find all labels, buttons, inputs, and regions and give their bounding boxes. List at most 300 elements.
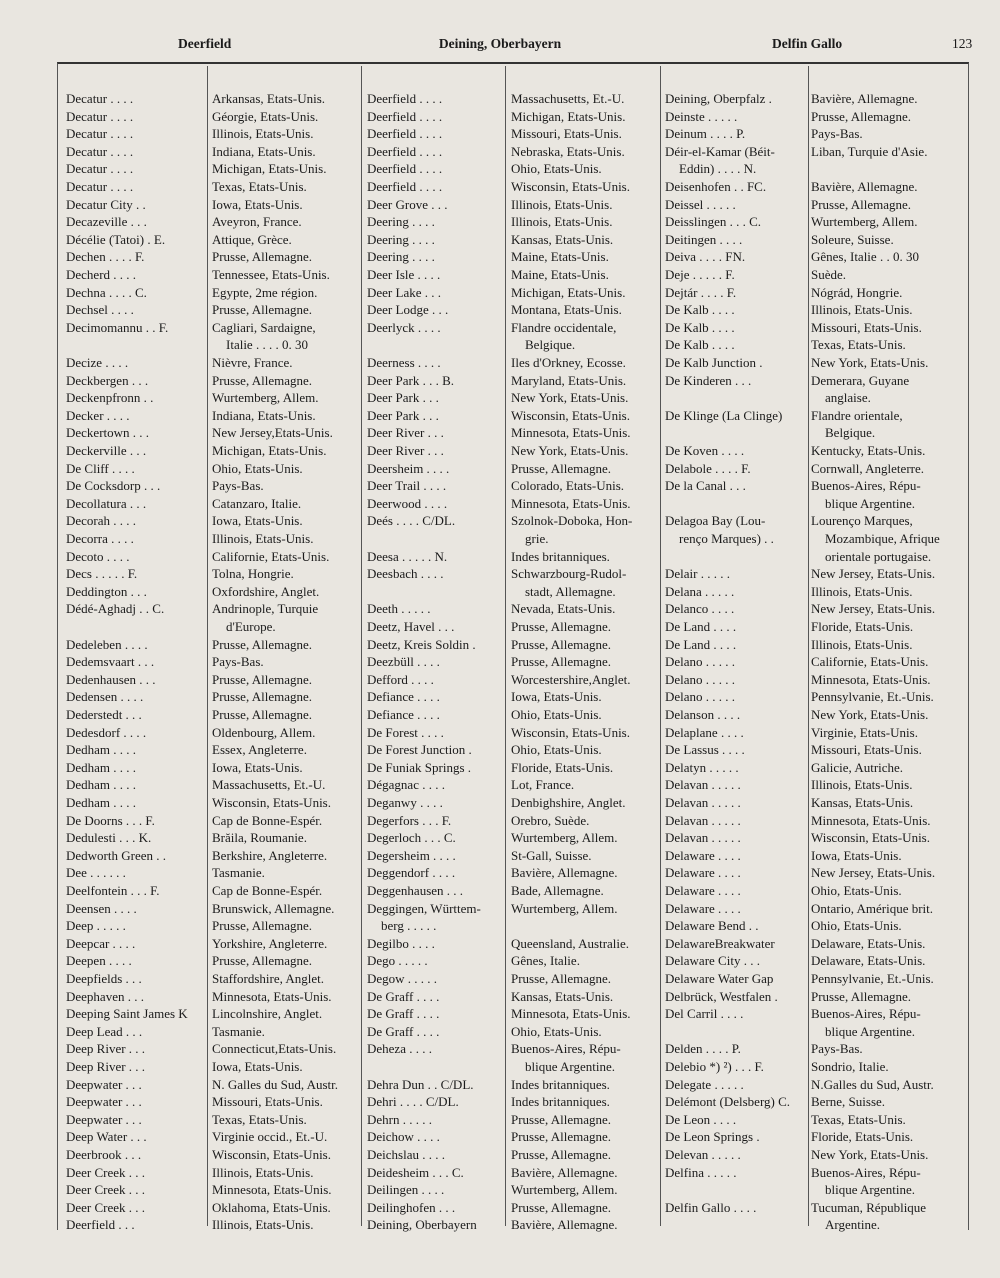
place-location [811,829,930,847]
place-location [811,794,913,812]
place-location [511,442,628,460]
place-name-line: Delaware . . . . [665,865,741,881]
location-line: Soleure, Suisse. [811,231,894,247]
location-line: orientale portugaise. [825,548,932,564]
place-name-line: Deiva . . . . FN. [665,249,746,265]
place-location [511,1023,602,1041]
place-name [665,829,805,847]
location-line: Prusse, Allemagne. [511,1147,612,1162]
place-location [811,1005,921,1040]
location-line: Iowa, Etats-Unis. [212,196,303,212]
place-name-line: Delanson . . . . [665,707,741,722]
place-name-line: Deep Water . . . [66,1129,147,1145]
place-location [212,812,322,830]
place-name-line: De Kalb . . . . [665,319,735,335]
place-location [811,248,919,266]
location-line: Iowa, Etats-Unis. [212,759,303,775]
place-name [367,671,501,689]
location-line: Cagliari, Sardaigne, [212,319,316,335]
place-location [811,970,934,988]
location-line: Galicie, Autriche. [811,759,904,775]
place-location [511,178,630,196]
place-location [811,1128,913,1146]
place-location [511,724,630,742]
place-location [212,653,264,671]
place-name [367,125,501,143]
location-line: Virginie, Etats-Unis. [811,724,918,740]
place-location [811,600,935,618]
place-name [66,160,206,178]
place-location [811,688,934,706]
place-location [212,636,312,654]
location-line: Pennsylvanie, Et.-Unis. [811,971,934,986]
place-name [367,776,501,794]
place-name [367,706,501,724]
place-name [367,1146,501,1164]
place-location [212,1199,331,1217]
location-line: stadt, Allemagne. [525,583,616,599]
place-name-line: Deerfield . . . [66,1217,135,1233]
location-line: Nógrád, Hongrie. [811,284,903,300]
place-name [66,495,206,513]
place-location [511,319,616,354]
place-location [811,178,918,196]
place-name-line: Deinste . . . . . [665,108,738,124]
place-location [511,248,609,266]
place-name-line: Delaware Water Gap [665,971,774,986]
place-name-line: Delano . . . . . [665,654,736,670]
place-location [511,706,602,724]
location-line: Texas, Etats-Unis. [212,179,307,194]
place-location [511,776,574,794]
place-location [811,354,928,372]
place-location [212,1128,327,1146]
place-name [665,1111,805,1129]
place-location [811,231,894,249]
place-name [367,847,501,865]
place-name [367,160,501,178]
place-location [511,565,626,600]
place-name-line: Dehrn . . . . . [367,1111,432,1127]
place-name [66,1128,206,1146]
column-divider [660,66,661,1226]
place-name [665,1005,805,1023]
place-name [367,460,501,478]
location-line: Queensland, Australie. [511,935,630,951]
location-line: Prusse, Allemagne. [212,689,313,705]
location-line: Buenos-Aires, Répu- [811,1164,921,1180]
place-name-line: Deer Creek . . . [66,1164,146,1180]
place-name [665,1146,805,1164]
place-name-line: Decatur . . . . [66,91,134,106]
location-line: Lourenço Marques, [811,513,913,529]
location-line: Wisconsin, Etats-Unis. [511,407,630,423]
place-location [811,1199,926,1234]
location-line: Prusse, Allemagne. [511,460,612,476]
place-name-line: Dedemsvaart . . . [66,654,155,670]
place-location [511,988,613,1006]
location-line: Californie, Etats-Unis. [212,548,330,564]
place-name [367,794,501,812]
location-line: Connecticut,Etats-Unis. [212,1041,337,1057]
location-line: Sondrio, Italie. [811,1059,889,1074]
place-name [367,829,501,847]
place-name [66,424,206,442]
place-name [367,618,501,636]
location-line: Andrinople, Turquie [212,601,319,617]
place-name-line: Deerfield . . . . [367,91,443,106]
place-name [665,1058,805,1076]
location-line: Bavière, Allemagne. [811,91,918,106]
place-name [665,407,805,425]
place-name-line: Dégagnac . . . . [367,777,445,793]
place-name [367,812,501,830]
place-name-line: Dechsel . . . . [66,302,134,318]
location-line: Californie, Etats-Unis. [811,654,929,670]
place-name [367,196,501,214]
place-location [811,512,940,565]
place-name [367,90,501,108]
place-name-line: De Lassus . . . . [665,742,745,758]
place-location [212,372,312,390]
place-location [811,477,921,512]
place-name-line: Dejtár . . . . F. [665,284,737,300]
place-location [212,90,325,108]
place-location [511,1111,611,1129]
place-location [511,266,609,284]
location-line: Prusse, Allemagne. [811,988,912,1004]
place-location [212,1076,338,1094]
location-line: Buenos-Aires, Répu- [811,1006,921,1022]
place-location [212,1216,313,1234]
place-location [212,530,313,548]
place-name [66,688,206,706]
place-location [511,688,602,706]
place-name-line: Deerlyck . . . . [367,319,441,335]
location-line: Floride, Etats-Unis. [811,1129,914,1145]
place-name-line: Deer Park . . . [367,407,439,423]
place-name [367,988,501,1006]
place-location [511,372,626,390]
place-location [212,424,333,442]
place-name-line: Delanco . . . . [665,601,735,617]
place-name [665,565,805,583]
place-name [665,970,805,988]
place-name-line: Deeth . . . . . [367,601,431,617]
place-name-line: Deer Lodge . . . [367,302,449,318]
location-line: Prusse, Allemagne. [511,1129,612,1145]
place-name-line: Deepwater . . . [66,1111,142,1127]
place-name-line: Dedesdorf . . . . [66,724,147,740]
location-line: Minnesota, Etats-Unis. [212,1182,332,1198]
place-name [665,864,805,882]
place-name-line: Eddin) . . . . N. [679,161,757,177]
place-name-line: Deeping Saint James K [66,1006,188,1022]
place-location [212,1023,265,1041]
place-location [811,1058,889,1076]
place-name [665,143,805,178]
place-name-line: Decorra . . . . [66,531,134,546]
place-location [511,1199,611,1217]
location-line: Nevada, Etats-Unis. [511,601,616,617]
place-name-line: Deichow . . . . [367,1129,440,1145]
location-line: Cornwall, Angleterre. [811,460,924,476]
place-name [665,812,805,830]
location-line: Prusse, Allemagne. [511,654,612,670]
location-line: Massachusetts, Et.-U. [511,91,625,106]
place-location [511,424,631,442]
place-name [367,1040,501,1058]
place-location [212,178,307,196]
place-name-line: Delémont (Delsberg) C. [665,1094,791,1110]
location-line: Michigan, Etats-Unis. [511,108,626,124]
place-location [212,565,294,583]
place-location [212,671,312,689]
place-name [66,372,206,390]
place-name-line: De Forest Junction . [367,742,472,758]
location-line: Prusse, Allemagne. [511,971,612,986]
place-name [66,759,206,777]
location-line: Illinois, Etats-Unis. [811,636,913,652]
place-name [665,284,805,302]
location-line: Iowa, Etats-Unis. [212,513,303,529]
location-line: Floride, Etats-Unis. [511,759,614,775]
place-name-line: Deering . . . . [367,231,435,247]
place-location [811,935,925,953]
place-name-line: Deinum . . . . P. [665,126,746,142]
location-line: Gênes, Italie. [511,953,580,969]
location-line: Buenos-Aires, Répu- [511,1041,621,1057]
location-line: Tolna, Hongrie. [212,566,294,582]
place-name-line: Degersheim . . . . [367,847,456,863]
place-name-line: Deissel . . . . . [665,196,736,212]
place-name [665,125,805,143]
place-location [212,160,326,178]
place-location [511,301,622,319]
location-line: Italie . . . . 0. 30 [226,337,308,353]
place-location [212,512,303,530]
location-line: Maryland, Etats-Unis. [511,372,627,388]
place-name [367,248,501,266]
location-line: Iowa, Etats-Unis. [511,689,602,705]
place-name-line: Decimomannu . . F. [66,319,169,335]
place-location [511,600,615,618]
place-location [511,389,628,407]
location-line: Oxfordshire, Anglet. [212,583,320,599]
place-name [367,301,501,319]
place-location [212,952,312,970]
place-name [665,688,805,706]
place-location [511,143,625,161]
place-name-line: renço Marques) . . [679,530,774,546]
place-name [66,970,206,988]
place-location [212,1181,332,1199]
location-line: Prusse, Allemagne. [212,302,313,318]
place-name [66,301,206,319]
place-name [66,847,206,865]
place-name [66,583,206,601]
place-name [665,952,805,970]
place-name [66,636,206,654]
place-name [665,1164,805,1182]
place-name-line: Deersheim . . . . [367,460,450,476]
location-line: St-Gall, Suisse. [511,847,592,863]
location-line: Worcestershire,Anglet. [511,671,631,687]
place-location [212,900,334,918]
place-name [367,389,501,407]
place-name-line: Deheza . . . . [367,1041,432,1057]
place-name [665,248,805,266]
place-name-line: Delano . . . . . [665,689,736,705]
place-location [212,125,313,143]
place-location [511,90,624,108]
location-line: Maine, Etats-Unis. [511,249,609,265]
location-line: Minnesota, Etats-Unis. [511,495,631,511]
place-name [665,882,805,900]
place-name-line: De Land . . . . [665,636,737,652]
location-line: Kentucky, Etats-Unis. [811,443,926,458]
location-line: Wisconsin, Etats-Unis. [212,1147,331,1162]
place-name [665,1076,805,1094]
place-name-line: Decatur . . . . [66,126,134,142]
place-location [212,319,316,354]
place-name-line: Degerfors . . . F. [367,812,452,828]
place-name [665,319,805,337]
place-name [66,935,206,953]
location-line: Iowa, Etats-Unis. [212,1059,303,1074]
location-line: Pays-Bas. [212,654,264,670]
place-name-line: Dédé-Aghadj . . C. [66,601,165,617]
place-name [66,90,206,108]
location-line: Indiana, Etats-Unis. [212,407,316,423]
place-name-line: Deerfield . . . . [367,179,443,194]
location-line: Minnesota, Etats-Unis. [811,671,931,687]
place-location [212,776,325,794]
location-line: Indes britanniques. [511,1094,610,1110]
place-name [665,706,805,724]
place-name-line: Deezbüll . . . . [367,654,440,670]
place-name-line: Dehra Dun . . C/DL. [367,1076,474,1092]
place-location [212,442,326,460]
place-name [66,108,206,126]
place-location [212,741,307,759]
place-name-line: Deggingen, Württem- [367,900,481,916]
place-location [511,196,612,214]
place-name [367,1199,501,1217]
location-line: Oldenbourg, Allem. [212,724,316,740]
place-name [665,301,805,319]
place-location [511,1093,610,1111]
place-name-line: Deggendorf . . . . [367,865,456,881]
place-name-line: Deer Lake . . . [367,284,441,300]
location-line: Pennsylvanie, Et.-Unis. [811,689,934,705]
place-name-line: Defford . . . . [367,671,434,687]
place-name-line: De Leon Springs . [665,1129,760,1145]
location-line: Prusse, Allemagne. [811,108,912,124]
location-line: Suède. [811,267,847,282]
place-location [811,759,903,777]
location-line: Illinois, Etats-Unis. [511,196,613,212]
place-location [212,882,322,900]
location-line: Texas, Etats-Unis. [212,1111,307,1127]
running-head-center: Deining, Oberbayern [438,36,562,51]
place-name-line: Delaplane . . . . [665,724,744,740]
place-name [665,108,805,126]
place-name [66,284,206,302]
place-location [811,108,911,126]
place-location [811,653,928,671]
place-name [66,1058,206,1076]
place-name [367,600,501,618]
place-name-line: Deepwater . . . [66,1076,142,1092]
place-location [511,970,611,988]
place-location [511,952,580,970]
place-location [212,284,317,302]
place-name-line: Delfin Gallo . . . . [665,1199,757,1215]
place-name [665,847,805,865]
location-line: Missouri, Etats-Unis. [212,1094,323,1110]
place-name-line: Deerness . . . . [367,355,441,370]
location-line: Brunswick, Allemagne. [212,900,335,916]
place-location [212,794,331,812]
place-name-line: Dedham . . . . [66,777,137,793]
place-name [665,1040,805,1058]
place-name [367,935,501,953]
place-location [511,653,611,671]
place-location [511,882,604,900]
place-name-line: Dedeleben . . . . [66,636,148,652]
place-name [665,196,805,214]
place-location [511,1128,611,1146]
place-name-line: Deés . . . . C/DL. [367,513,456,529]
place-name [367,495,501,513]
place-name-line: Degow . . . . . [367,971,438,986]
place-name-line: Deesa . . . . . N. [367,548,448,564]
place-name-line: Deephaven . . . [66,988,144,1004]
place-location [511,671,631,689]
place-location [511,512,632,547]
location-line: Texas, Etats-Unis. [811,337,906,353]
place-name [665,618,805,636]
location-line: Michigan, Etats-Unis. [212,161,327,177]
place-name-line: Deichslau . . . . [367,1147,445,1162]
place-location [811,143,927,161]
place-location [212,829,307,847]
location-line: Massachusetts, Et.-U. [212,777,326,793]
place-name [367,970,501,988]
place-name-line: Decorah . . . . [66,513,137,529]
location-line: Minnesota, Etats-Unis. [511,1006,631,1022]
place-name [66,653,206,671]
place-name-line: Degilbo . . . . [367,935,435,951]
place-location [511,864,618,882]
place-name-line: De Land . . . . [665,619,737,634]
location-line: Indes britanniques. [511,1076,610,1092]
place-name [665,935,805,953]
place-location [811,724,918,742]
place-location [511,354,626,372]
place-location [212,1005,322,1023]
place-location [811,284,902,302]
place-name [665,600,805,618]
location-line: Prusse, Allemagne. [212,918,313,934]
place-name-line: Dedenhausen . . . [66,671,156,687]
place-location [811,125,863,143]
location-line: Flandre orientale, [811,407,903,423]
location-line: Schwarzbourg-Rudol- [511,566,627,582]
location-line: Colorado, Etats-Unis. [511,478,625,494]
column-divider [505,66,506,1226]
